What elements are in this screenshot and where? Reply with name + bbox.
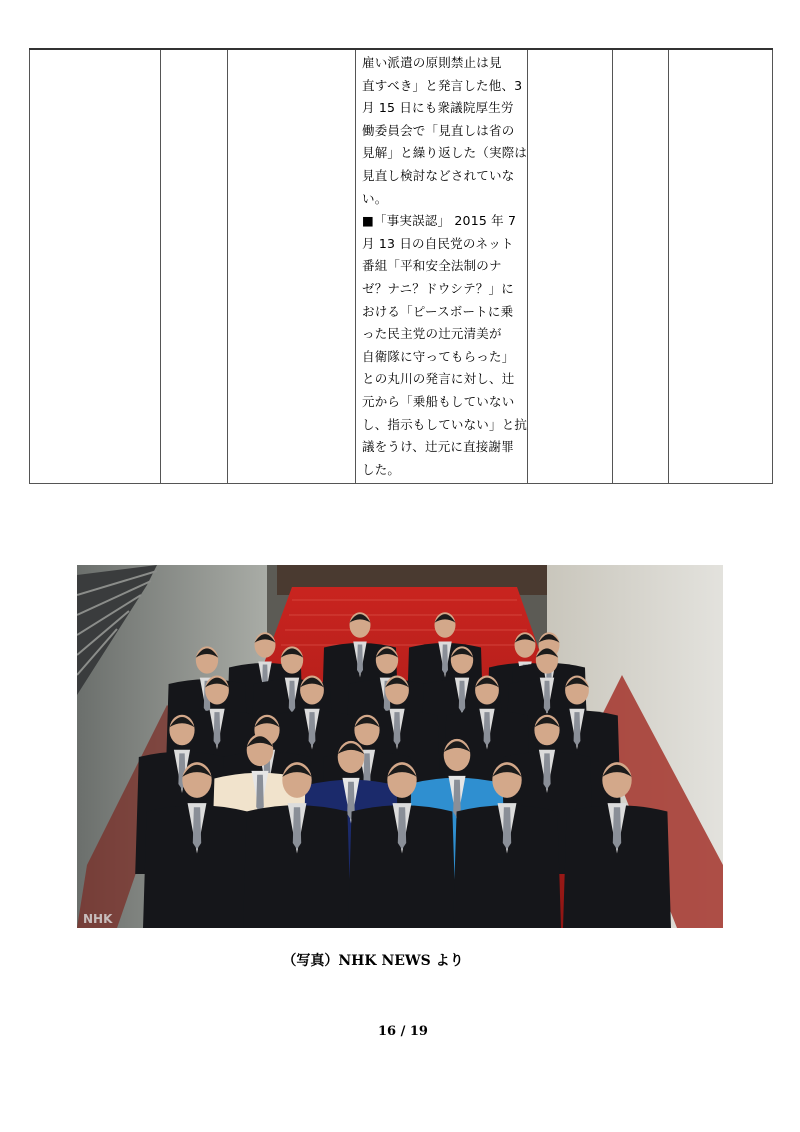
cell-text-line: 元から「乗船もしていない [362,393,515,409]
cell-text-line: ゼ？ナニ？ドウシテ？」に [362,280,514,296]
cell-text-block [356,50,527,481]
nhk-watermark: NHK [83,912,113,926]
cell-text-line: 月 15 日にも衆議院厚生労 [362,100,514,116]
cell-text-line: ■「事実誤認」 2015 年 7 [362,213,517,229]
cell-text-line: し、指示もしていない」と抗 [362,416,528,432]
cabinet-group-photo [77,565,723,928]
table-cell [161,49,228,484]
cell-text-line: 月 13 日の自民党のネット [362,235,514,251]
cell-text-line: との丸川の発言に対し、辻 [362,371,515,387]
cell-text-line: 働委員会で「見直しは省の [362,122,515,138]
table-cell-text [356,49,528,484]
cell-text-line: した。 [362,461,401,477]
page-number: 16 / 19 [378,1024,428,1039]
cell-text-line: 見直し検討などされていな [362,167,515,183]
cell-text-line: った民主党の辻元清美が [362,326,502,342]
cell-text-line: 議をうけ、辻元に直接謝罪 [362,439,514,455]
cell-text-line: 番組「平和安全法制のナ [362,258,502,274]
cell-text-line: 直すべき」と発言した他、3 [362,77,523,93]
cell-text-line: 雇い派遣の原則禁止は見 [362,55,502,70]
cell-text-line: い。 [362,190,388,206]
table-cell [669,49,773,484]
photo-caption: （写真）NHK NEWS より [282,953,464,969]
document-table [29,48,773,484]
photo-image [77,565,723,928]
cell-text-line: 見解」と繰り返した（実際は [362,145,528,161]
table-cell [30,49,161,484]
cell-text-line: 自衛隊に守ってもらった」 [362,348,515,364]
table-cell [528,49,613,484]
table-cell [613,49,669,484]
table-cell [228,49,356,484]
table-row [30,49,773,484]
cell-text-line: おける「ピースボートに乗 [362,303,514,319]
